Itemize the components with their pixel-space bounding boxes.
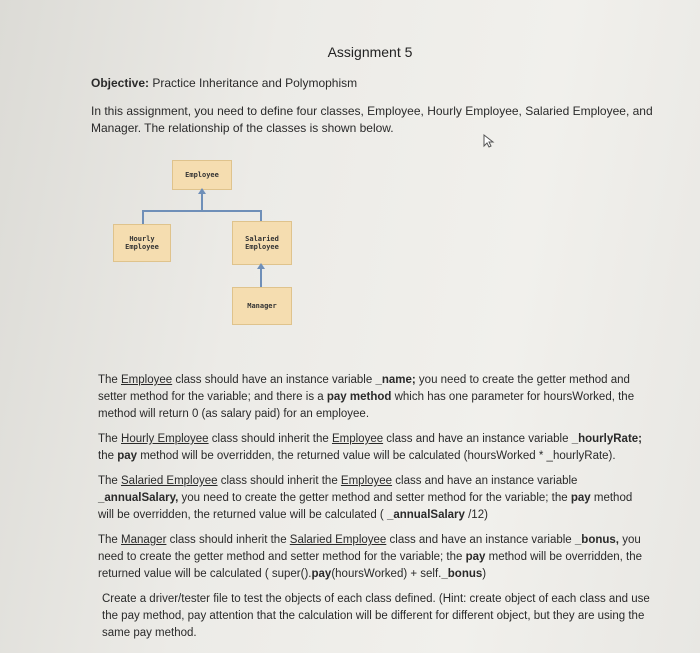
hourly-employee-box <box>113 224 171 262</box>
text-run: method will be overridden, the returned value will be calculated ( super(). <box>98 551 643 580</box>
mouse-cursor-icon <box>481 133 497 149</box>
page-title: Assignment 5 <box>327 44 413 60</box>
objective-label: Objective: <box>91 76 150 90</box>
bold-term: _bonus <box>441 568 483 580</box>
text-run: you need to create the getter method and setter method for the variable; the <box>178 492 571 504</box>
connector-line <box>142 210 144 224</box>
text-run: you need to create the getter method and setter method for the variable; the <box>98 534 641 563</box>
manager-box <box>232 287 292 325</box>
bold-term: _name; <box>375 374 416 386</box>
bold-term: _annualSalary <box>386 509 465 521</box>
hourly-box-label-line1: Hourly <box>129 235 155 243</box>
text-run: method will be overridden, the returned value will be calculated (hoursWorked * _hourlyRate). <box>137 450 616 462</box>
text-run: class should inherit the <box>166 534 290 546</box>
manager-box-label: Manager <box>247 302 277 310</box>
salaried-employee-box <box>232 221 292 265</box>
bold-term: pay <box>117 450 138 462</box>
class-name-employee: Employee <box>331 433 384 445</box>
class-name-manager: Manager <box>121 534 167 546</box>
text-run: class and have an instance variable <box>386 534 575 546</box>
text-run: class should have an instance variable <box>172 374 376 386</box>
text-run: The <box>98 374 122 386</box>
text-run: ) <box>482 568 487 580</box>
text-run: class and have an instance variable <box>383 433 572 445</box>
bold-term: pay <box>311 568 332 580</box>
class-name-salaried-employee: Salaried Employee <box>289 534 387 546</box>
connector-line <box>142 210 262 212</box>
employee-box <box>172 160 232 190</box>
text-run: which has one parameter for hoursWorked, the method will return 0 (as salary paid) for an employee. <box>98 391 635 420</box>
hourly-box-label-line2: Employee <box>125 243 159 251</box>
text-run: The <box>98 534 122 546</box>
employee-box-label: Employee <box>185 171 219 179</box>
salaried-box-label-line2: Employee <box>245 243 279 251</box>
text-run: The <box>98 433 122 445</box>
class-name-employee: Employee <box>121 374 173 386</box>
text-run: (hoursWorked) + self. <box>331 568 442 580</box>
salaried-employee-paragraph <box>98 473 646 524</box>
salaried-box-label-line1: Salaried <box>245 235 279 243</box>
class-name-salaried-employee: Salaried Employee <box>121 475 218 487</box>
text-run: the <box>98 450 118 462</box>
manager-paragraph <box>98 532 646 583</box>
intro-paragraph: In this assignment, you need to define four classes, Employee, Hourly Employee, Salaried Employee, and Manager. The relationship of the classes is shown below. <box>91 104 653 135</box>
bold-term: pay <box>465 551 486 563</box>
text-run: class should inherit the <box>208 433 332 445</box>
driver-paragraph: Create a driver/tester file to test the objects of each class defined. (Hint: create object of each class and use the pay method, pay attention that the calculation will be different for different object, but they are using the same pay method. <box>102 593 650 639</box>
inheritance-arrow-icon <box>256 263 266 271</box>
text-run: /12) <box>464 509 488 521</box>
class-name-hourly-employee: Hourly Employee <box>121 433 209 445</box>
bold-term: _hourlyRate; <box>571 433 642 445</box>
text-run: class should inherit the <box>217 475 341 487</box>
text-run: method will be overridden, the returned value will be calculated ( <box>98 492 633 521</box>
objective-line <box>91 76 357 90</box>
class-diagram <box>110 150 310 335</box>
inheritance-arrow-icon <box>197 188 207 196</box>
bold-term: pay <box>570 492 591 504</box>
employee-paragraph <box>98 372 646 423</box>
class-name-employee: Employee <box>340 475 393 487</box>
text-run: The <box>98 475 122 487</box>
text-run: class and have an instance variable <box>392 475 578 487</box>
objective-text: Practice Inheritance and Polymophism <box>149 76 358 90</box>
bold-term: _bonus, <box>574 534 619 546</box>
text-run: you need to create the getter method and setter method for the variable; and there is a <box>98 374 630 403</box>
bold-term: pay method <box>326 391 392 403</box>
bold-term: _annualSalary, <box>98 492 179 504</box>
hourly-employee-paragraph <box>98 431 646 465</box>
